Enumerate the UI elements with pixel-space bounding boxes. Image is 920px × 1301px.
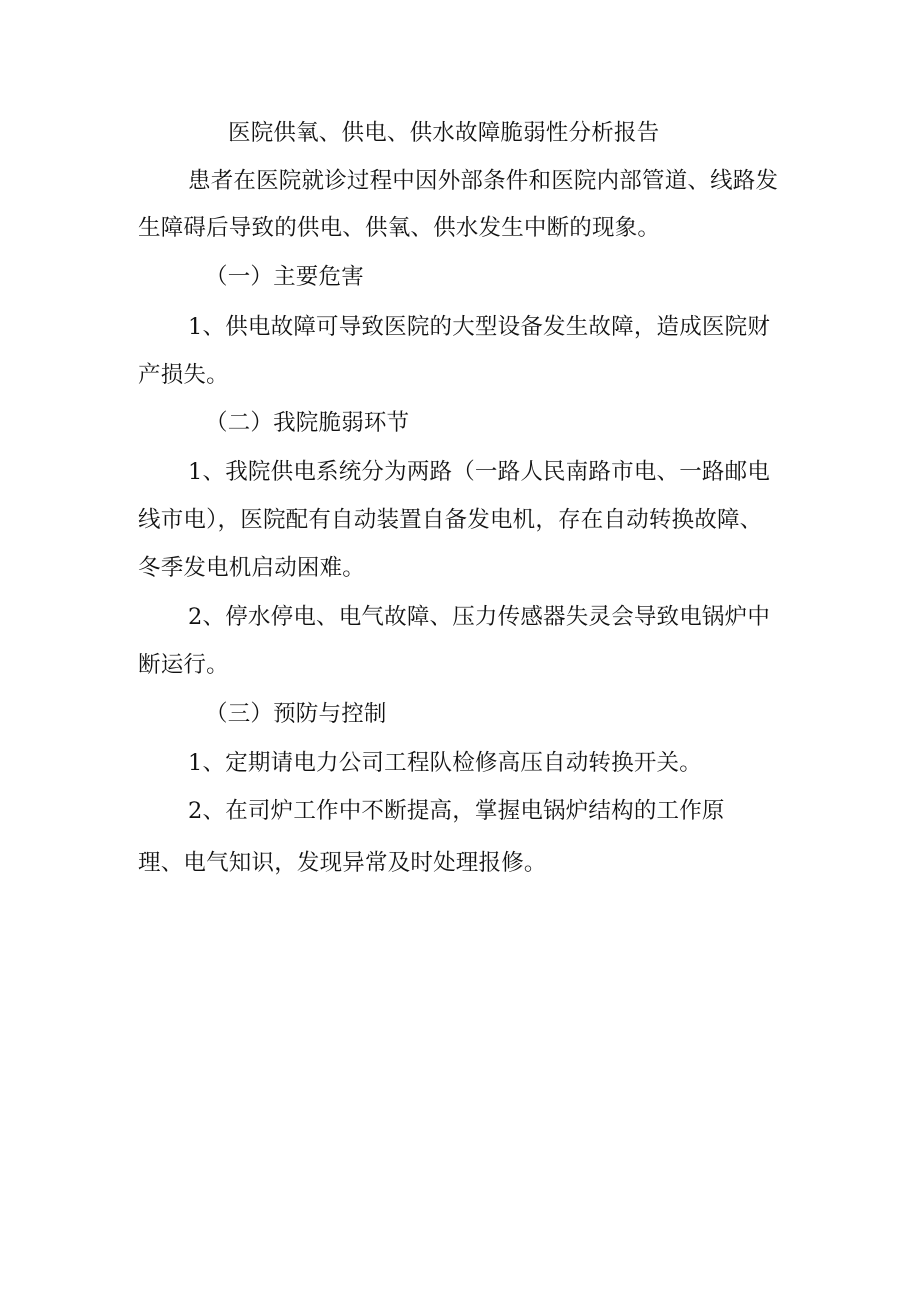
intro-line-2: 生障碍后导致的供电、供氧、供水发生中断的现象。 — [138, 215, 661, 241]
hazard-item-1-line-2: 产损失。 — [138, 362, 229, 388]
weak-point-item-2-line-1: 2、停水停电、电气故障、压力传感器失灵会导致电锅炉中 — [188, 604, 771, 630]
weak-point-item-1-line-3: 冬季发电机启动困难。 — [138, 555, 366, 581]
hazard-item-1-line-1: 1、供电故障可导致医院的大型设备发生故障，造成医院财 — [188, 314, 771, 340]
weak-point-item-1-line-1: 1、我院供电系统分为两路（一路人民南路市电、一路邮电 — [188, 459, 771, 485]
prevention-item-1: 1、定期请电力公司工程队检修高压自动转换开关。 — [188, 750, 702, 776]
weak-point-item-2-line-2: 断运行。 — [138, 652, 229, 678]
section-heading-weak-points: （二）我院脆弱环节 — [205, 410, 410, 436]
intro-line-1: 患者在医院就诊过程中因外部条件和医院内部管道、线路发 — [188, 168, 779, 194]
prevention-item-2-line-1: 2、在司炉工作中不断提高，掌握电锅炉结构的工作原 — [188, 798, 725, 824]
document-title: 医院供氧、供电、供水故障脆弱性分析报告 — [228, 120, 660, 146]
section-heading-hazards: （一）主要危害 — [205, 264, 364, 290]
section-heading-prevention: （三）预防与控制 — [205, 701, 387, 727]
prevention-item-2-line-2: 理、电气知识，发现异常及时处理报修。 — [138, 850, 547, 876]
weak-point-item-1-line-2: 线市电），医院配有自动装置自备发电机，存在自动转换故障、 — [138, 507, 763, 533]
